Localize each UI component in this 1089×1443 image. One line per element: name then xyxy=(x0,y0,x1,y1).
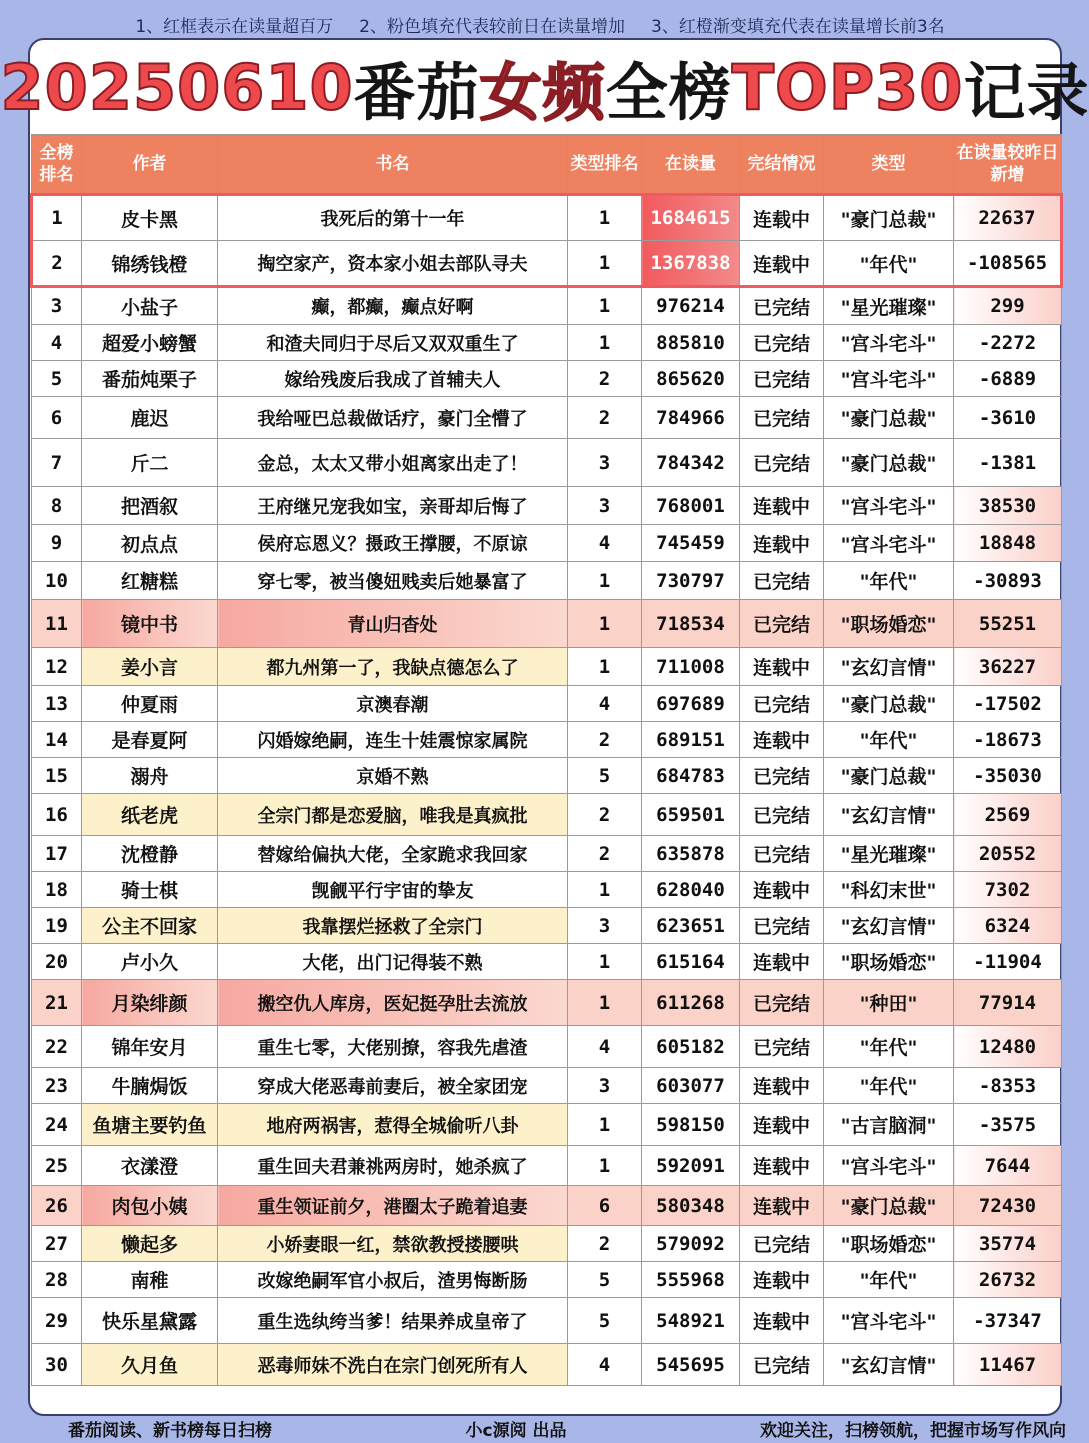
book-cell: 大佬，出门记得装不熟 xyxy=(218,944,568,980)
rank-cell: 10 xyxy=(32,562,82,600)
readers-cell: 697689 xyxy=(642,686,740,722)
category-cell: "种田" xyxy=(824,980,954,1026)
book-cell: 掏空家产，资本家小姐去部队寻夫 xyxy=(218,241,568,287)
author-cell: 姜小言 xyxy=(82,648,218,686)
author-cell: 皮卡黑 xyxy=(82,195,218,241)
delta-cell: -1381 xyxy=(954,439,1062,487)
readers-cell: 1367838 xyxy=(642,241,740,287)
status-cell: 连载中 xyxy=(740,1104,824,1146)
rank-cell: 5 xyxy=(32,361,82,397)
status-cell: 已完结 xyxy=(740,980,824,1026)
readers-cell: 545695 xyxy=(642,1344,740,1386)
delta-cell: 18848 xyxy=(954,525,1062,562)
footer-right: 欢迎关注，扫榜领航，把握市场写作风向 xyxy=(760,1421,1066,1441)
ranking-sheet xyxy=(0,38,1089,1416)
readers-cell: 635878 xyxy=(642,836,740,872)
rank-cell: 25 xyxy=(32,1146,82,1186)
legend-item: 2、粉色填充代表较前日在读量增加 xyxy=(359,17,625,37)
rank-cell: 17 xyxy=(32,836,82,872)
author-cell: 镜中书 xyxy=(82,600,218,648)
type-rank-cell: 1 xyxy=(568,1104,642,1146)
table-row xyxy=(32,908,1062,944)
book-cell: 地府两祸害，惹得全城偷听八卦 xyxy=(218,1104,568,1146)
table-body xyxy=(32,195,1062,1386)
author-cell: 快乐星黛露 xyxy=(82,1298,218,1344)
author-cell: 懒起多 xyxy=(82,1226,218,1262)
author-cell: 超爱小螃蟹 xyxy=(82,325,218,361)
table-row xyxy=(32,439,1062,487)
type-rank-cell: 5 xyxy=(568,1298,642,1344)
readers-cell: 548921 xyxy=(642,1298,740,1344)
book-cell: 王府继兄宠我如宝，亲哥却后悔了 xyxy=(218,487,568,525)
col-book: 书名 xyxy=(218,135,568,195)
delta-cell: -3575 xyxy=(954,1104,1062,1146)
category-cell: "玄幻言情" xyxy=(824,908,954,944)
type-rank-cell: 1 xyxy=(568,195,642,241)
type-rank-cell: 2 xyxy=(568,836,642,872)
type-rank-cell: 3 xyxy=(568,439,642,487)
author-cell: 卢小久 xyxy=(82,944,218,980)
category-cell: "职场婚恋" xyxy=(824,944,954,980)
status-cell: 已完结 xyxy=(740,397,824,439)
delta-cell: -11904 xyxy=(954,944,1062,980)
table-row xyxy=(32,1068,1062,1104)
book-cell: 重生领证前夕，港圈太子跪着追妻 xyxy=(218,1186,568,1226)
readers-cell: 580348 xyxy=(642,1186,740,1226)
category-cell: "玄幻言情" xyxy=(824,1344,954,1386)
rank-cell: 28 xyxy=(32,1262,82,1298)
book-cell: 嫁给残废后我成了首辅夫人 xyxy=(218,361,568,397)
delta-cell: 7302 xyxy=(954,872,1062,908)
type-rank-cell: 1 xyxy=(568,241,642,287)
delta-cell: 77914 xyxy=(954,980,1062,1026)
status-cell: 已完结 xyxy=(740,686,824,722)
category-cell: "年代" xyxy=(824,562,954,600)
delta-cell: -2272 xyxy=(954,325,1062,361)
author-cell: 是春夏阿 xyxy=(82,722,218,758)
author-cell: 公主不回家 xyxy=(82,908,218,944)
col-readers: 在读量 xyxy=(642,135,740,195)
author-cell: 溺舟 xyxy=(82,758,218,794)
delta-cell: 26732 xyxy=(954,1262,1062,1298)
category-cell: "豪门总裁" xyxy=(824,195,954,241)
col-author: 作者 xyxy=(82,135,218,195)
table-row xyxy=(32,325,1062,361)
readers-cell: 684783 xyxy=(642,758,740,794)
author-cell: 月染绯颜 xyxy=(82,980,218,1026)
type-rank-cell: 1 xyxy=(568,944,642,980)
col-rank: 全榜排名 xyxy=(32,135,82,195)
category-cell: "星光璀璨" xyxy=(824,287,954,325)
readers-cell: 615164 xyxy=(642,944,740,980)
book-cell: 青山归杳处 xyxy=(218,600,568,648)
rank-cell: 13 xyxy=(32,686,82,722)
book-cell: 小娇妻眼一红，禁欲教授搂腰哄 xyxy=(218,1226,568,1262)
type-rank-cell: 3 xyxy=(568,1068,642,1104)
status-cell: 连载中 xyxy=(740,722,824,758)
type-rank-cell: 1 xyxy=(568,562,642,600)
type-rank-cell: 2 xyxy=(568,361,642,397)
status-cell: 连载中 xyxy=(740,648,824,686)
status-cell: 连载中 xyxy=(740,1298,824,1344)
table-row xyxy=(32,980,1062,1026)
category-cell: "宫斗宅斗" xyxy=(824,361,954,397)
table-row xyxy=(32,794,1062,836)
rank-cell: 9 xyxy=(32,525,82,562)
author-cell: 鹿迟 xyxy=(82,397,218,439)
col-status: 完结情况 xyxy=(740,135,824,195)
author-cell: 初点点 xyxy=(82,525,218,562)
author-cell: 肉包小姨 xyxy=(82,1186,218,1226)
readers-cell: 603077 xyxy=(642,1068,740,1104)
delta-cell: 20552 xyxy=(954,836,1062,872)
book-cell: 我给哑巴总裁做话疗，豪门全懵了 xyxy=(218,397,568,439)
status-cell: 已完结 xyxy=(740,1226,824,1262)
author-cell: 仲夏雨 xyxy=(82,686,218,722)
author-cell: 红糖糕 xyxy=(82,562,218,600)
readers-cell: 555968 xyxy=(642,1262,740,1298)
book-cell: 京澳春潮 xyxy=(218,686,568,722)
col-type-rank: 类型排名 xyxy=(568,135,642,195)
delta-cell: -18673 xyxy=(954,722,1062,758)
readers-cell: 628040 xyxy=(642,872,740,908)
readers-cell: 784966 xyxy=(642,397,740,439)
status-cell: 连载中 xyxy=(740,525,824,562)
status-cell: 连载中 xyxy=(740,241,824,287)
status-cell: 已完结 xyxy=(740,1344,824,1386)
table-row xyxy=(32,195,1062,241)
type-rank-cell: 1 xyxy=(568,1146,642,1186)
delta-cell: -35030 xyxy=(954,758,1062,794)
author-cell: 锦年安月 xyxy=(82,1026,218,1068)
category-cell: "年代" xyxy=(824,1068,954,1104)
table-row xyxy=(32,872,1062,908)
type-rank-cell: 1 xyxy=(568,648,642,686)
category-cell: "职场婚恋" xyxy=(824,600,954,648)
category-cell: "年代" xyxy=(824,1262,954,1298)
rank-cell: 29 xyxy=(32,1298,82,1344)
readers-cell: 611268 xyxy=(642,980,740,1026)
author-cell: 南稚 xyxy=(82,1262,218,1298)
book-cell: 侯府忘恩义？摄政王撑腰，不原谅 xyxy=(218,525,568,562)
category-cell: "星光璀璨" xyxy=(824,836,954,872)
book-cell: 我靠摆烂拯救了全宗门 xyxy=(218,908,568,944)
author-cell: 沈橙静 xyxy=(82,836,218,872)
category-cell: "玄幻言情" xyxy=(824,648,954,686)
type-rank-cell: 1 xyxy=(568,872,642,908)
type-rank-cell: 2 xyxy=(568,794,642,836)
author-cell: 纸老虎 xyxy=(82,794,218,836)
status-cell: 已完结 xyxy=(740,562,824,600)
col-category: 类型 xyxy=(824,135,954,195)
readers-cell: 885810 xyxy=(642,325,740,361)
category-cell: "玄幻言情" xyxy=(824,794,954,836)
author-cell: 牛腩焗饭 xyxy=(82,1068,218,1104)
rank-cell: 1 xyxy=(32,195,82,241)
author-cell: 久月鱼 xyxy=(82,1344,218,1386)
rank-cell: 26 xyxy=(32,1186,82,1226)
table-row xyxy=(32,944,1062,980)
status-cell: 已完结 xyxy=(740,287,824,325)
rank-cell: 22 xyxy=(32,1026,82,1068)
table-row xyxy=(32,562,1062,600)
delta-cell: -37347 xyxy=(954,1298,1062,1344)
type-rank-cell: 2 xyxy=(568,722,642,758)
table-row xyxy=(32,1026,1062,1068)
type-rank-cell: 4 xyxy=(568,1344,642,1386)
book-cell: 我死后的第十一年 xyxy=(218,195,568,241)
book-cell: 重生七零，大佬别撩，容我先虐渣 xyxy=(218,1026,568,1068)
delta-cell: -108565 xyxy=(954,241,1062,287)
table-row xyxy=(32,397,1062,439)
book-cell: 穿七零，被当傻妞贱卖后她暴富了 xyxy=(218,562,568,600)
table-row xyxy=(32,1104,1062,1146)
table-row xyxy=(32,686,1062,722)
category-cell: "职场婚恋" xyxy=(824,1226,954,1262)
readers-cell: 659501 xyxy=(642,794,740,836)
footer-left: 番茄阅读、新书榜每日扫榜 xyxy=(68,1421,272,1441)
delta-cell: 55251 xyxy=(954,600,1062,648)
rank-cell: 21 xyxy=(32,980,82,1026)
legend-item: 3、红橙渐变填充代表在读量增长前3名 xyxy=(651,17,945,37)
readers-cell: 865620 xyxy=(642,361,740,397)
type-rank-cell: 1 xyxy=(568,325,642,361)
rank-cell: 6 xyxy=(32,397,82,439)
status-cell: 已完结 xyxy=(740,836,824,872)
table-row xyxy=(32,1298,1062,1344)
readers-cell: 623651 xyxy=(642,908,740,944)
book-cell: 恶毒师妹不洗白在宗门创死所有人 xyxy=(218,1344,568,1386)
type-rank-cell: 4 xyxy=(568,1026,642,1068)
rank-cell: 11 xyxy=(32,600,82,648)
delta-cell: 299 xyxy=(954,287,1062,325)
table-row xyxy=(32,1146,1062,1186)
rank-cell: 15 xyxy=(32,758,82,794)
readers-cell: 730797 xyxy=(642,562,740,600)
delta-cell: -3610 xyxy=(954,397,1062,439)
author-cell: 骑士棋 xyxy=(82,872,218,908)
type-rank-cell: 1 xyxy=(568,287,642,325)
readers-cell: 689151 xyxy=(642,722,740,758)
category-cell: "宫斗宅斗" xyxy=(824,325,954,361)
readers-cell: 745459 xyxy=(642,525,740,562)
category-cell: "宫斗宅斗" xyxy=(824,525,954,562)
delta-cell: 2569 xyxy=(954,794,1062,836)
footer-center: 小c源阅 出品 xyxy=(465,1421,567,1441)
category-cell: "年代" xyxy=(824,241,954,287)
rank-cell: 7 xyxy=(32,439,82,487)
category-cell: "宫斗宅斗" xyxy=(824,1298,954,1344)
ranking-table xyxy=(30,134,1063,1386)
category-cell: "豪门总裁" xyxy=(824,686,954,722)
delta-cell: 6324 xyxy=(954,908,1062,944)
rank-cell: 16 xyxy=(32,794,82,836)
table-row xyxy=(32,758,1062,794)
table-row xyxy=(32,1344,1062,1386)
legend xyxy=(0,12,1080,38)
status-cell: 已完结 xyxy=(740,439,824,487)
book-cell: 癫，都癫，癫点好啊 xyxy=(218,287,568,325)
table-row xyxy=(32,361,1062,397)
book-cell: 闪婚嫁绝嗣，连生十娃震惊家属院 xyxy=(218,722,568,758)
type-rank-cell: 1 xyxy=(568,600,642,648)
readers-cell: 711008 xyxy=(642,648,740,686)
type-rank-cell: 4 xyxy=(568,525,642,562)
book-cell: 重生选纨绔当爹！结果养成皇帝了 xyxy=(218,1298,568,1344)
author-cell: 番茄炖栗子 xyxy=(82,361,218,397)
title-platform: 番茄 xyxy=(353,55,480,129)
title-channel: 女频 xyxy=(479,55,606,129)
delta-cell: -17502 xyxy=(954,686,1062,722)
author-cell: 衣漾澄 xyxy=(82,1146,218,1186)
table-row xyxy=(32,648,1062,686)
book-cell: 重生回夫君兼祧两房时，她杀疯了 xyxy=(218,1146,568,1186)
readers-cell: 768001 xyxy=(642,487,740,525)
type-rank-cell: 5 xyxy=(568,758,642,794)
rank-cell: 18 xyxy=(32,872,82,908)
type-rank-cell: 5 xyxy=(568,1262,642,1298)
book-cell: 改嫁绝嗣军官小叔后，渣男悔断肠 xyxy=(218,1262,568,1298)
title-record: 记录 xyxy=(963,55,1089,129)
rank-cell: 3 xyxy=(32,287,82,325)
table-row xyxy=(32,1226,1062,1262)
table-row xyxy=(32,287,1062,325)
table-row xyxy=(32,722,1062,758)
category-cell: "宫斗宅斗" xyxy=(824,1146,954,1186)
table-row xyxy=(32,1186,1062,1226)
category-cell: "豪门总裁" xyxy=(824,397,954,439)
table-row xyxy=(32,525,1062,562)
category-cell: "豪门总裁" xyxy=(824,1186,954,1226)
type-rank-cell: 3 xyxy=(568,487,642,525)
book-cell: 全宗门都是恋爱脑，唯我是真疯批 xyxy=(218,794,568,836)
author-cell: 鱼塘主要钓鱼 xyxy=(82,1104,218,1146)
legend-item: 1、红框表示在读量超百万 xyxy=(135,17,334,37)
rank-cell: 8 xyxy=(32,487,82,525)
rank-cell: 27 xyxy=(32,1226,82,1262)
delta-cell: 22637 xyxy=(954,195,1062,241)
status-cell: 连载中 xyxy=(740,195,824,241)
rank-cell: 20 xyxy=(32,944,82,980)
delta-cell: -6889 xyxy=(954,361,1062,397)
readers-cell: 976214 xyxy=(642,287,740,325)
book-cell: 京婚不熟 xyxy=(218,758,568,794)
ranking-table-wrap xyxy=(30,134,1060,1386)
type-rank-cell: 1 xyxy=(568,980,642,1026)
book-cell: 和渣夫同归于尽后又双双重生了 xyxy=(218,325,568,361)
author-cell: 斤二 xyxy=(82,439,218,487)
footer xyxy=(0,1414,1080,1443)
status-cell: 已完结 xyxy=(740,908,824,944)
readers-cell: 605182 xyxy=(642,1026,740,1068)
rank-cell: 23 xyxy=(32,1068,82,1104)
col-delta: 在读量较昨日新增 xyxy=(954,135,1062,195)
rank-cell: 4 xyxy=(32,325,82,361)
title-date: 20250610 xyxy=(0,50,354,124)
type-rank-cell: 3 xyxy=(568,908,642,944)
status-cell: 已完结 xyxy=(740,600,824,648)
delta-cell: 72430 xyxy=(954,1186,1062,1226)
author-cell: 小盐子 xyxy=(82,287,218,325)
category-cell: "科幻末世" xyxy=(824,872,954,908)
delta-cell: -30893 xyxy=(954,562,1062,600)
book-cell: 搬空仇人库房，医妃挺孕肚去流放 xyxy=(218,980,568,1026)
status-cell: 连载中 xyxy=(740,944,824,980)
category-cell: "豪门总裁" xyxy=(824,439,954,487)
readers-cell: 598150 xyxy=(642,1104,740,1146)
table-row xyxy=(32,487,1062,525)
delta-cell: 35774 xyxy=(954,1226,1062,1262)
rank-cell: 12 xyxy=(32,648,82,686)
readers-cell: 1684615 xyxy=(642,195,740,241)
status-cell: 连载中 xyxy=(740,872,824,908)
rank-cell: 14 xyxy=(32,722,82,758)
status-cell: 已完结 xyxy=(740,758,824,794)
rank-cell: 2 xyxy=(32,241,82,287)
readers-cell: 579092 xyxy=(642,1226,740,1262)
type-rank-cell: 2 xyxy=(568,1226,642,1262)
readers-cell: 592091 xyxy=(642,1146,740,1186)
book-cell: 穿成大佬恶毒前妻后，被全家团宠 xyxy=(218,1068,568,1104)
delta-cell: 11467 xyxy=(954,1344,1062,1386)
readers-cell: 718534 xyxy=(642,600,740,648)
category-cell: "年代" xyxy=(824,1026,954,1068)
title-top: TOP30 xyxy=(731,50,964,124)
author-cell: 锦绣钱橙 xyxy=(82,241,218,287)
status-cell: 已完结 xyxy=(740,361,824,397)
book-cell: 都九州第一了，我缺点德怎么了 xyxy=(218,648,568,686)
title-board: 全榜 xyxy=(605,55,732,129)
readers-cell: 784342 xyxy=(642,439,740,487)
status-cell: 连载中 xyxy=(740,1262,824,1298)
table-header xyxy=(32,135,1062,195)
delta-cell: 12480 xyxy=(954,1026,1062,1068)
status-cell: 已完结 xyxy=(740,325,824,361)
type-rank-cell: 6 xyxy=(568,1186,642,1226)
book-cell: 觊觎平行宇宙的挚友 xyxy=(218,872,568,908)
author-cell: 把酒叙 xyxy=(82,487,218,525)
table-row xyxy=(32,1262,1062,1298)
delta-cell: -8353 xyxy=(954,1068,1062,1104)
table-row xyxy=(32,241,1062,287)
table-row xyxy=(32,836,1062,872)
status-cell: 连载中 xyxy=(740,1068,824,1104)
status-cell: 连载中 xyxy=(740,487,824,525)
category-cell: "豪门总裁" xyxy=(824,758,954,794)
table-row xyxy=(32,600,1062,648)
status-cell: 已完结 xyxy=(740,794,824,836)
status-cell: 已完结 xyxy=(740,1026,824,1068)
delta-cell: 36227 xyxy=(954,648,1062,686)
book-cell: 金总，太太又带小姐离家出走了！ xyxy=(218,439,568,487)
delta-cell: 7644 xyxy=(954,1146,1062,1186)
rank-cell: 24 xyxy=(32,1104,82,1146)
category-cell: "年代" xyxy=(824,722,954,758)
book-cell: 替嫁给偏执大佬，全家跪求我回家 xyxy=(218,836,568,872)
category-cell: "宫斗宅斗" xyxy=(824,487,954,525)
status-cell: 连载中 xyxy=(740,1146,824,1186)
type-rank-cell: 4 xyxy=(568,686,642,722)
type-rank-cell: 2 xyxy=(568,397,642,439)
rank-cell: 30 xyxy=(32,1344,82,1386)
rank-cell: 19 xyxy=(32,908,82,944)
status-cell: 连载中 xyxy=(740,1186,824,1226)
category-cell: "古言脑洞" xyxy=(824,1104,954,1146)
delta-cell: 38530 xyxy=(954,487,1062,525)
page-title xyxy=(0,40,1089,134)
